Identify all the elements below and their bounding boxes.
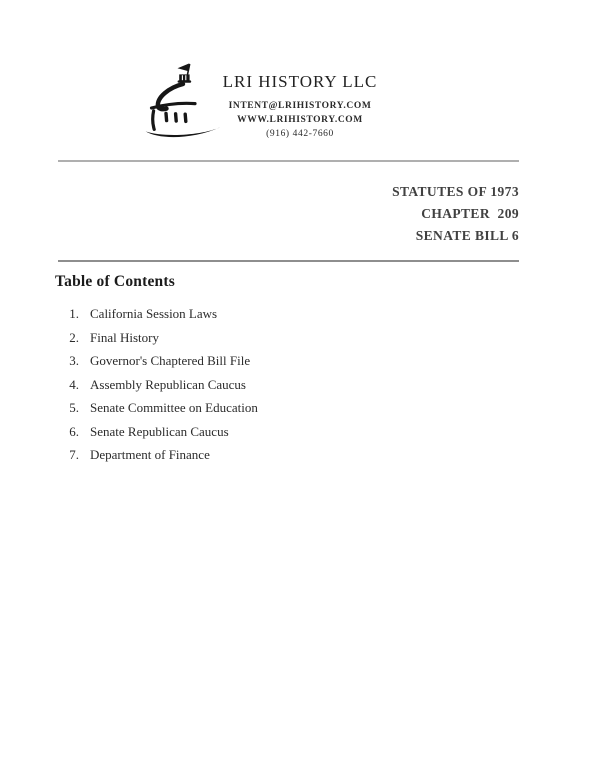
company-email: INTENT@LRIHISTORY.COM	[228, 101, 372, 111]
toc-item-label: Department of Finance	[90, 447, 210, 462]
toc-item	[62, 424, 258, 440]
senate-bill-line: SENATE BILL 6	[415, 228, 519, 243]
toc-title: Table of Contents	[55, 273, 175, 290]
company-website: WWW.LRIHISTORY.COM	[237, 115, 363, 125]
toc-item-label: Governor's Chaptered Bill File	[90, 353, 251, 368]
toc-item	[62, 330, 258, 346]
statute-reference-block	[392, 181, 519, 247]
statutes-year-line: STATUTES OF 1973	[392, 184, 519, 199]
toc-item-number: 2.	[69, 329, 79, 345]
toc-item	[62, 377, 258, 393]
toc-item-label: Assembly Republican Caucus	[90, 376, 246, 392]
toc-item-label: Senate Committee on Education	[90, 400, 258, 415]
toc-item	[62, 447, 258, 463]
toc-item	[62, 353, 258, 369]
toc-list	[62, 306, 258, 463]
toc-item-number: 7.	[69, 447, 79, 462]
toc-item-number: 5.	[69, 400, 79, 415]
company-name: LRI HISTORY LLC	[222, 72, 378, 91]
company-phone: (916) 442-7660	[266, 129, 334, 139]
toc-item-label: Senate Republican Caucus	[90, 423, 229, 439]
toc-item-number: 6.	[69, 423, 79, 439]
header-divider	[58, 160, 519, 162]
toc-item-number: 4.	[69, 376, 79, 392]
toc-item	[62, 400, 258, 416]
section-divider	[58, 260, 519, 262]
toc-item-label: California Session Laws	[90, 306, 218, 321]
toc-item-number: 1.	[69, 306, 79, 321]
chapter-number-line: CHAPTER 209	[421, 206, 519, 221]
letterhead	[175, 72, 425, 141]
toc-item-number: 3.	[69, 353, 79, 368]
toc-item	[62, 306, 258, 322]
toc-item-label: Final History	[90, 329, 159, 345]
